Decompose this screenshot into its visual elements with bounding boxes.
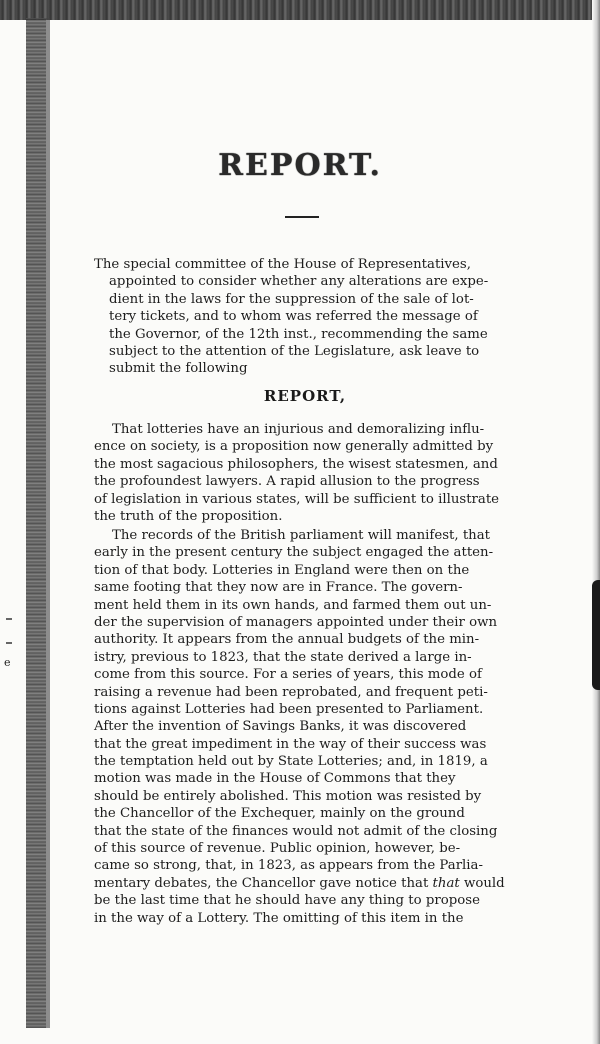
book-binding-edge	[26, 18, 46, 1028]
paragraph-line: The records of the British parliament will manifest, that	[112, 528, 491, 543]
margin-mark	[6, 618, 12, 620]
paragraph-line: istry, previous to 1823, that the state derived a large in-	[94, 649, 472, 665]
paragraph-line: should be entirely abolished. This motion was resisted by	[94, 788, 482, 804]
margin-mark-letter: e	[4, 656, 11, 669]
page-title: REPORT.	[218, 148, 382, 183]
paragraph-line: the temptation held out by State Lotteries; and, in 1819, a	[94, 754, 488, 770]
intro-line: submit the following	[109, 361, 248, 377]
paragraph-line: the Chancellor of the Exchequer, mainly on the ground	[94, 806, 465, 822]
paragraph-line: ment held them in its own hands, and farmed them out un-	[94, 597, 492, 613]
paragraph-2	[94, 527, 534, 927]
paragraph-line: the truth of the proposition.	[94, 508, 283, 524]
paragraph-line: motion was made in the House of Commons that they	[94, 771, 456, 787]
paragraph-line: tion of that body. Lotteries in England were then on the	[94, 562, 470, 578]
paragraph-text: mentary debates, the Chancellor gave notice that	[94, 875, 429, 891]
intro-line: tery tickets, and to whom was referred the message of	[109, 309, 478, 325]
paragraph-line: same footing that they now are in France. The govern-	[94, 580, 463, 596]
title-rule	[285, 216, 319, 218]
paragraph-text: would	[463, 875, 505, 891]
paragraph-line: came so strong, that, in 1823, as appears from the Parlia-	[94, 858, 483, 874]
report-subheading: REPORT,	[263, 387, 347, 405]
paragraph-line: ence on society, is a proposition now generally admitted by	[94, 439, 494, 455]
intro-line: subject to the attention of the Legislature, ask leave to	[109, 343, 480, 359]
paragraph-line: be the last time that he should have any thing to propose	[94, 893, 480, 909]
paragraph-line: the profoundest lawyers. A rapid allusion to the progress	[94, 474, 480, 490]
paragraph-line	[94, 875, 534, 892]
paragraph-line: in the way of a Lottery. The omitting of this item in the	[94, 910, 464, 926]
paragraph-line: of legislation in various states, will be sufficient to illustrate	[94, 491, 500, 507]
scan-right-mark	[592, 580, 600, 690]
intro-paragraph	[94, 256, 534, 378]
paragraph-line: After the invention of Savings Banks, it was discovered	[94, 719, 467, 735]
paragraph-line: the most sagacious philosophers, the wisest statesmen, and	[94, 456, 498, 472]
paragraph-line: raising a revenue had been reprobated, and frequent peti-	[94, 684, 488, 700]
paragraph-line: authority. It appears from the annual budgets of the min-	[94, 632, 480, 648]
paragraph-line: der the supervision of managers appointed under their own	[94, 614, 498, 630]
paragraph-1	[94, 421, 534, 525]
intro-line: appointed to consider whether any alterations are expe-	[109, 274, 489, 290]
paragraph-line: come from this source. For a series of years, this mode of	[94, 667, 482, 683]
scan-top-edge	[0, 0, 600, 20]
intro-line: The special committee of the House of Representatives,	[94, 257, 471, 272]
intro-line: dient in the laws for the suppression of the sale of lot-	[109, 291, 474, 307]
binding-shadow	[46, 18, 50, 1028]
paragraph-line: that the state of the finances would not admit of the closing	[94, 823, 498, 839]
paragraph-line: of this source of revenue. Public opinion, however, be-	[94, 841, 461, 857]
paragraph-line: that the great impediment in the way of their success was	[94, 736, 487, 752]
italic-emphasis: that	[432, 875, 460, 891]
intro-line: the Governor, of the 12th inst., recommending the same	[109, 326, 488, 342]
paragraph-line: early in the present century the subject engaged the atten-	[94, 545, 494, 561]
paragraph-line: tions against Lotteries had been presented to Parliament.	[94, 701, 484, 717]
paragraph-line: That lotteries have an injurious and demoralizing influ-	[112, 422, 485, 437]
margin-mark	[6, 642, 12, 644]
scan-right-edge	[592, 0, 600, 1044]
